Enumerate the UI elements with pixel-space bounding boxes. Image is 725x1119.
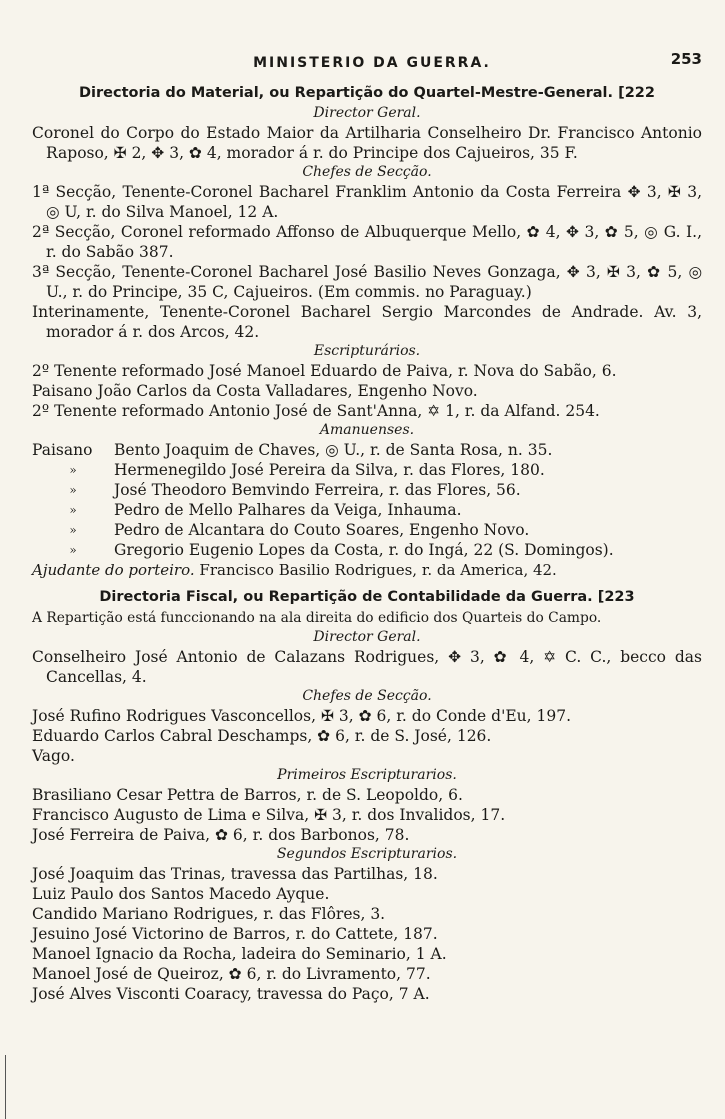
material-chefe-entry: 1ª Secção, Tenente-Coronel Bacharel Franklim Antonio da Costa Ferreira ✥ 3, ✠ 3, ◎ U, r. do Silva Manoel, 12 A. bbox=[32, 183, 702, 221]
document-page bbox=[32, 52, 702, 1004]
material-director-label: Director Geral. bbox=[313, 105, 421, 121]
amanuense-row bbox=[32, 460, 702, 480]
amanuense-row bbox=[32, 540, 702, 560]
amanuense-name: Gregorio Eugenio Lopes da Costa, r. do Ingá, 22 (S. Domingos). bbox=[114, 541, 614, 559]
page-number: 253 bbox=[670, 50, 702, 68]
segundo-escripturario-entry: Candido Mariano Rodrigues, r. das Flôres, 3. bbox=[32, 905, 386, 923]
fiscal-director-label: Director Geral. bbox=[313, 629, 421, 645]
material-chefes-label: Chefes de Secção. bbox=[302, 164, 432, 180]
fiscal-chefe-entry: Vago. bbox=[32, 747, 75, 765]
fiscal-chefes-label: Chefes de Secção. bbox=[302, 688, 432, 704]
ditto-mark: » bbox=[69, 523, 77, 537]
segundo-escripturario-entry: Luiz Paulo dos Santos Macedo Ayque. bbox=[32, 885, 330, 903]
material-escripturario-entry: Paisano João Carlos da Costa Valladares, Engenho Novo. bbox=[32, 382, 478, 400]
amanuense-row bbox=[32, 520, 702, 540]
ministry-title: MINISTERIO DA GUERRA. bbox=[253, 55, 491, 71]
amanuense-name: Pedro de Alcantara do Couto Soares, Engenho Novo. bbox=[114, 521, 530, 539]
fiscal-chefe-entry: José Rufino Rodrigues Vasconcellos, ✠ 3, ✿ 6, r. do Conde d'Eu, 197. bbox=[32, 707, 571, 725]
fiscal-location-note: A Repartição está funccionando na ala direita do edificio dos Quarteis do Campo. bbox=[32, 610, 602, 626]
amanuense-name: José Theodoro Bemvindo Ferreira, r. das Flores, 56. bbox=[114, 481, 521, 499]
amanuense-row bbox=[32, 440, 702, 460]
material-escripturario-entry: 2º Tenente reformado Antonio José de Sant'Anna, ✡ 1, r. da Alfand. 254. bbox=[32, 402, 600, 420]
segundo-escripturario-entry: Manoel José de Queiroz, ✿ 6, r. do Livramento, 77. bbox=[32, 965, 431, 983]
segundos-escripturarios-label: Segundos Escripturarios. bbox=[276, 846, 458, 862]
material-section-heading: Directoria do Material, ou Repartição do Quartel-Mestre-General. [222 bbox=[79, 85, 655, 101]
primeiro-escripturario-entry: José Ferreira de Paiva, ✿ 6, r. dos Barbonos, 78. bbox=[32, 826, 410, 844]
primeiro-escripturario-entry: Brasiliano Cesar Pettra de Barros, r. de S. Leopoldo, 6. bbox=[32, 786, 463, 804]
segundo-escripturario-entry: José Joaquim das Trinas, travessa das Partilhas, 18. bbox=[32, 865, 438, 883]
ditto-mark: » bbox=[69, 483, 77, 497]
amanuense-row bbox=[32, 480, 702, 500]
ditto-mark: » bbox=[69, 503, 77, 517]
amanuense-name: Pedro de Mello Palhares da Veiga, Inhauma. bbox=[114, 501, 462, 519]
segundo-escripturario-entry: Manoel Ignacio da Rocha, ladeira do Seminario, 1 A. bbox=[32, 945, 447, 963]
amanuense-name: Bento Joaquim de Chaves, ◎ U., r. de Santa Rosa, n. 35. bbox=[114, 441, 553, 459]
segundo-escripturario-entry: Jesuino José Victorino de Barros, r. do Cattete, 187. bbox=[32, 925, 438, 943]
primeiros-escripturarios-label: Primeiros Escripturarios. bbox=[277, 767, 457, 783]
material-chefe-entry: 3ª Secção, Tenente-Coronel Bacharel José Basilio Neves Gonzaga, ✥ 3, ✠ 3, ✿ 5, ◎ U., r. do Principe, 35 C, Cajueiros. (Em commis. no Paraguay.) bbox=[32, 263, 702, 301]
material-escripturario-entry: 2º Tenente reformado José Manoel Eduardo de Paiva, r. Nova do Sabão, 6. bbox=[32, 362, 617, 380]
amanuense-name: Hermenegildo José Pereira da Silva, r. das Flores, 180. bbox=[114, 461, 545, 479]
fiscal-section-heading: Directoria Fiscal, ou Repartição de Contabilidade da Guerra. [223 bbox=[99, 589, 635, 605]
amanuense-label: Paisano bbox=[32, 441, 93, 459]
running-header bbox=[32, 52, 702, 80]
material-interim-entry: Interinamente, Tenente-Coronel Bacharel Sergio Marcondes de Andrade. Av. 3, morador á r. dos Arcos, 42. bbox=[32, 303, 702, 341]
ajudante-name: Francisco Basilio Rodrigues, r. da America, 42. bbox=[199, 561, 557, 579]
primeiro-escripturario-entry: Francisco Augusto de Lima e Silva, ✠ 3, r. dos Invalidos, 17. bbox=[32, 806, 506, 824]
page-edge-rule bbox=[5, 1055, 6, 1119]
material-amanuenses-label: Amanuenses. bbox=[319, 422, 415, 438]
ditto-mark: » bbox=[69, 463, 77, 477]
material-escripturarios-label: Escripturários. bbox=[313, 343, 421, 359]
material-director-entry: Coronel do Corpo do Estado Maior da Artilharia Conselheiro Dr. Francisco Antonio Raposo, ✠ 2, ✥ 3, ✿ 4, morador á r. do Principe dos Cajueiros, 35 F. bbox=[32, 124, 702, 162]
material-chefe-entry: 2ª Secção, Coronel reformado Affonso de Albuquerque Mello, ✿ 4, ✥ 3, ✿ 5, ◎ G. I., r. do Sabão 387. bbox=[32, 223, 702, 261]
fiscal-chefe-entry: Eduardo Carlos Cabral Deschamps, ✿ 6, r. de S. José, 126. bbox=[32, 727, 492, 745]
amanuense-row bbox=[32, 500, 702, 520]
ditto-mark: » bbox=[69, 543, 77, 557]
fiscal-director-entry: Conselheiro José Antonio de Calazans Rodrigues, ✥ 3, ✿ 4, ✡ C. C., becco das Cancellas, 4. bbox=[32, 648, 702, 686]
ajudante-label: Ajudante do porteiro. bbox=[32, 561, 195, 579]
segundo-escripturario-entry: José Alves Visconti Coaracy, travessa do Paço, 7 A. bbox=[32, 985, 430, 1003]
ajudante-entry bbox=[32, 560, 702, 580]
